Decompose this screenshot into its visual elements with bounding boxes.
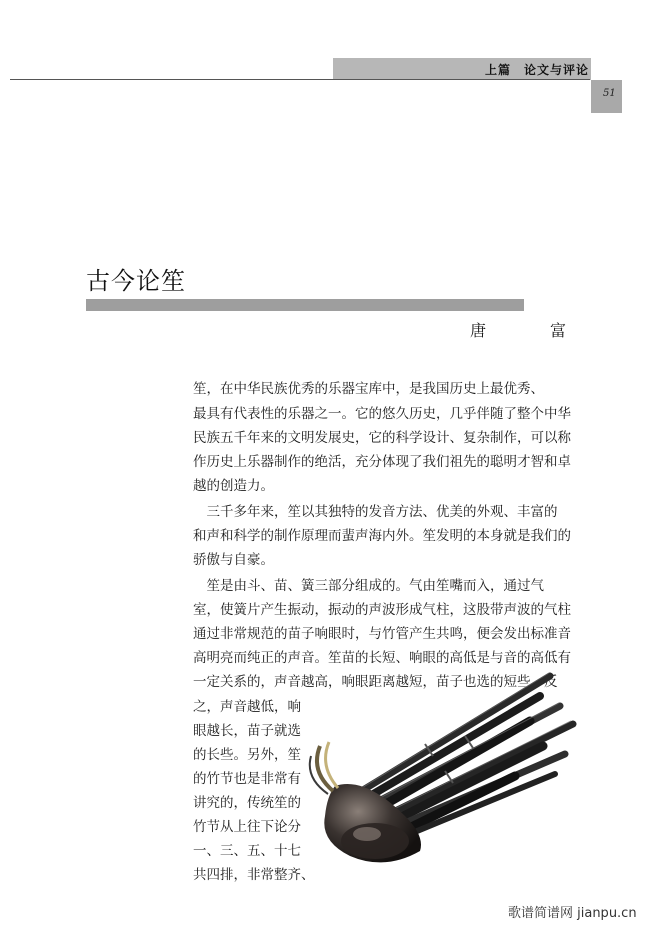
sheng-instrument-photo (305, 666, 595, 871)
body-line: 讲究的，传统笙的 (193, 795, 301, 811)
section-header: 上篇 论文与评论 (485, 63, 590, 77)
body-line: 越的创造力。 (193, 478, 274, 494)
page-number: 51 (603, 88, 616, 99)
body-line: 三千多年来，笙以其独特的发音方法、优美的外观、丰富的 (193, 504, 558, 520)
body-line: 作历史上乐器制作的绝活，充分体现了我们祖先的聪明才智和卓 (193, 454, 571, 470)
body-line: 之，声音越低，响 (193, 699, 301, 715)
body-line: 笙，在中华民族优秀的乐器宝库中，是我国历史上最优秀、 (193, 381, 544, 397)
body-line: 一定关系的，声音越高，响眼距离越短，苗子也选的短些，反 (193, 674, 558, 690)
body-line: 最具有代表性的乐器之一。它的悠久历史，几乎伴随了整个中华 (193, 406, 571, 422)
body-line: 一、三、五、十七 (193, 843, 301, 859)
body-line: 骄傲与自豪。 (193, 552, 274, 568)
body-line: 室，使簧片产生振动，振动的声波形成气柱，这股带声波的气柱 (193, 602, 571, 618)
body-line: 共四排，非常整齐、 (193, 867, 315, 883)
body-line: 民族五千年来的文明发展史，它的科学设计、复杂制作，可以称 (193, 430, 571, 446)
body-line: 的长些。另外，笙 (193, 747, 301, 763)
header-rule (10, 79, 590, 80)
article-title: 古今论笙 (86, 267, 186, 295)
title-underline-bar (86, 299, 524, 311)
watermark: 歌谱简谱网 jianpu.cn (508, 906, 637, 921)
body-line: 和声和科学的制作原理而蜚声海内外。笙发明的本身就是我们的 (193, 528, 571, 544)
body-line: 眼越长，苗子就选 (193, 723, 301, 739)
article-author: 唐 富 (470, 321, 591, 340)
body-line: 笙是由斗、苗、簧三部分组成的。气由笙嘴而入，通过气 (193, 578, 544, 594)
body-line: 的竹节也是非常有 (193, 771, 301, 787)
body-line: 高明亮而纯正的声音。笙苗的长短、响眼的高低是与音的高低有 (193, 650, 571, 666)
body-line: 竹节从上往下论分 (193, 819, 301, 835)
body-line: 通过非常规范的苗子响眼时，与竹管产生共鸣，便会发出标准音 (193, 626, 571, 642)
